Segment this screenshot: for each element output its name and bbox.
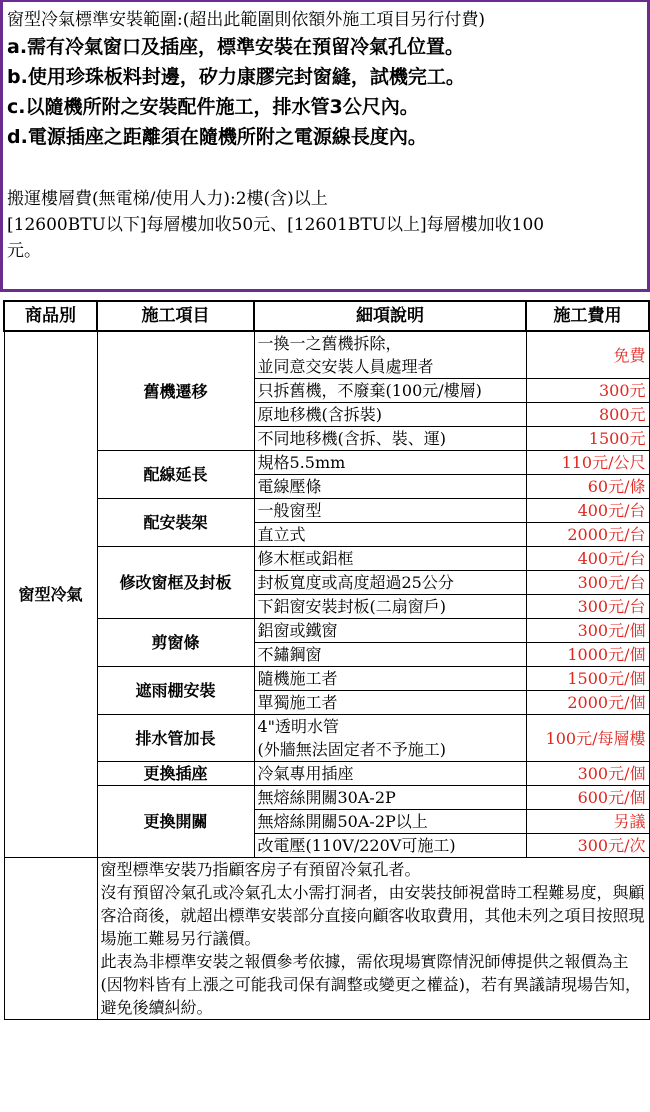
detail-line: 無熔絲開關30A-2P bbox=[257, 788, 396, 807]
fee-cell: 600元/個 bbox=[526, 786, 649, 810]
detail-line: 不同地移機(含拆、裝、運) bbox=[257, 429, 446, 448]
floor-fee-line: 搬運樓層費(無電梯/使用人力):2樓(含)以上 bbox=[7, 189, 328, 209]
note-paragraph: 沒有預留冷氣孔或冷氣孔太小需打洞者，由安裝技師視當時工程難易度，與顧客洽商後，就超出標準安裝部分直接向顧客收取費用，其他未列之項目按照現場施工難易另行議價。 bbox=[100, 883, 645, 948]
fee-cell: 2000元/台 bbox=[526, 523, 649, 547]
table-header-row bbox=[4, 301, 649, 331]
detail-cell bbox=[254, 403, 526, 427]
table-row bbox=[4, 667, 649, 691]
detail-cell bbox=[254, 643, 526, 667]
fee-cell: 110元/公尺 bbox=[526, 451, 649, 475]
table-row bbox=[4, 547, 649, 571]
detail-cell bbox=[254, 762, 526, 786]
detail-cell bbox=[254, 523, 526, 547]
detail-line: 修木框或鋁框 bbox=[257, 549, 354, 568]
detail-cell bbox=[254, 667, 526, 691]
work-item-cell: 配安裝架 bbox=[97, 499, 254, 547]
table-row bbox=[4, 619, 649, 643]
notes-blank-cell bbox=[4, 858, 97, 1020]
fee-cell: 800元 bbox=[526, 403, 649, 427]
work-item-cell: 修改窗框及封板 bbox=[97, 547, 254, 619]
scope-item-b: b.使用珍珠板料封邊，矽力康膠完封窗縫，試機完工。 bbox=[7, 66, 465, 88]
detail-line: 下鋁窗安裝封板(二扇窗戶) bbox=[257, 597, 446, 616]
detail-cell bbox=[254, 595, 526, 619]
detail-line: 4"透明水管 bbox=[257, 717, 340, 736]
detail-line: 不鏽鋼窗 bbox=[257, 645, 322, 664]
fee-cell: 300元 bbox=[526, 379, 649, 403]
header-item: 施工項目 bbox=[97, 301, 254, 331]
detail-cell bbox=[254, 547, 526, 571]
detail-cell bbox=[254, 834, 526, 858]
floor-fee-line: [12600BTU以下]每層樓加收50元、[12601BTU以上]每層樓加收100 bbox=[7, 215, 545, 235]
fee-cell: 100元/每層樓 bbox=[526, 715, 649, 762]
detail-cell bbox=[254, 619, 526, 643]
work-item-cell: 排水管加長 bbox=[97, 715, 254, 762]
notes-row bbox=[4, 858, 649, 1020]
detail-cell bbox=[254, 379, 526, 403]
table-row bbox=[4, 499, 649, 523]
detail-line: 並同意交安裝人員處理者 bbox=[257, 357, 434, 376]
detail-cell bbox=[254, 786, 526, 810]
table-row bbox=[4, 762, 649, 786]
detail-line: 一換一之舊機拆除， bbox=[257, 334, 402, 353]
work-item-cell: 更換開關 bbox=[97, 786, 254, 858]
fee-cell: 1500元 bbox=[526, 427, 649, 451]
fee-cell: 400元/台 bbox=[526, 547, 649, 571]
fee-cell: 2000元/個 bbox=[526, 691, 649, 715]
fee-cell: 300元/個 bbox=[526, 619, 649, 643]
detail-line: 一般窗型 bbox=[257, 501, 322, 520]
notes-cell bbox=[97, 858, 649, 1020]
work-item-cell: 更換插座 bbox=[97, 762, 254, 786]
table-row bbox=[4, 451, 649, 475]
detail-cell bbox=[254, 331, 526, 379]
table-row bbox=[4, 715, 649, 762]
header-detail: 細項說明 bbox=[254, 301, 526, 331]
detail-line: 隨機施工者 bbox=[257, 669, 338, 688]
detail-line: 單獨施工者 bbox=[257, 693, 338, 712]
detail-line: 改電壓(110V/220V可施工) bbox=[257, 836, 456, 855]
detail-line: 只拆舊機，不廢棄(100元/樓層) bbox=[257, 381, 482, 400]
installation-price-table bbox=[3, 300, 650, 1020]
fee-cell: 另議 bbox=[526, 810, 649, 834]
detail-line: 電線壓條 bbox=[257, 477, 322, 496]
floor-fee-text bbox=[7, 186, 647, 264]
detail-cell bbox=[254, 715, 526, 762]
category-cell: 窗型冷氣 bbox=[4, 331, 97, 858]
fee-cell: 300元/台 bbox=[526, 595, 649, 619]
header-category: 商品別 bbox=[4, 301, 97, 331]
fee-cell: 免費 bbox=[526, 331, 649, 379]
fee-cell: 300元/次 bbox=[526, 834, 649, 858]
scope-item-a: a.需有冷氣窗口及插座，標準安裝在預留冷氣孔位置。 bbox=[7, 36, 465, 58]
scope-item-d: d.電源插座之距離須在隨機所附之電源線長度內。 bbox=[7, 126, 427, 148]
detail-line: 原地移機(含拆裝) bbox=[257, 405, 382, 424]
floor-fee-line: 元。 bbox=[7, 241, 41, 261]
fee-cell: 1000元/個 bbox=[526, 643, 649, 667]
detail-cell bbox=[254, 499, 526, 523]
detail-cell bbox=[254, 810, 526, 834]
detail-line: 無熔絲開關50A-2P以上 bbox=[257, 812, 428, 831]
work-item-cell: 舊機遷移 bbox=[97, 331, 254, 451]
note-paragraph: 此表為非標準安裝之報價參考依據，需依現場實際情況師傅提供之報價為主(因物料皆有上漲之可能我司保有調整或變更之權益)，若有異議請現場告知，避免後續糾紛。 bbox=[100, 952, 641, 1017]
work-item-cell: 剪窗條 bbox=[97, 619, 254, 667]
detail-line: 直立式 bbox=[257, 525, 306, 544]
detail-cell bbox=[254, 451, 526, 475]
detail-cell bbox=[254, 427, 526, 451]
table-row bbox=[4, 786, 649, 810]
detail-line: 冷氣專用插座 bbox=[257, 764, 354, 783]
detail-cell bbox=[254, 475, 526, 499]
detail-line: 封板寬度或高度超過25公分 bbox=[257, 573, 454, 592]
fee-cell: 300元/台 bbox=[526, 571, 649, 595]
work-item-cell: 遮雨棚安裝 bbox=[97, 667, 254, 715]
detail-cell bbox=[254, 691, 526, 715]
detail-line: (外牆無法固定者不予施工) bbox=[257, 740, 446, 759]
work-item-cell: 配線延長 bbox=[97, 451, 254, 499]
note-paragraph: 窗型標準安裝乃指顧客房子有預留冷氣孔者。 bbox=[100, 860, 421, 879]
fee-cell: 400元/台 bbox=[526, 499, 649, 523]
detail-line: 鋁窗或鐵窗 bbox=[257, 621, 338, 640]
fee-cell: 300元/個 bbox=[526, 762, 649, 786]
scope-item-c: c.以隨機所附之安裝配件施工，排水管3公尺內。 bbox=[7, 96, 419, 118]
fee-cell: 60元/條 bbox=[526, 475, 649, 499]
scope-title: 窗型冷氣標準安裝範圍:(超出此範圍則依額外施工項目另行付費) bbox=[7, 10, 485, 30]
fee-cell: 1500元/個 bbox=[526, 667, 649, 691]
detail-line: 規格5.5mm bbox=[257, 453, 346, 472]
detail-cell bbox=[254, 571, 526, 595]
table-row bbox=[4, 331, 649, 379]
installation-scope-notice bbox=[0, 0, 650, 292]
header-fee: 施工費用 bbox=[526, 301, 649, 331]
